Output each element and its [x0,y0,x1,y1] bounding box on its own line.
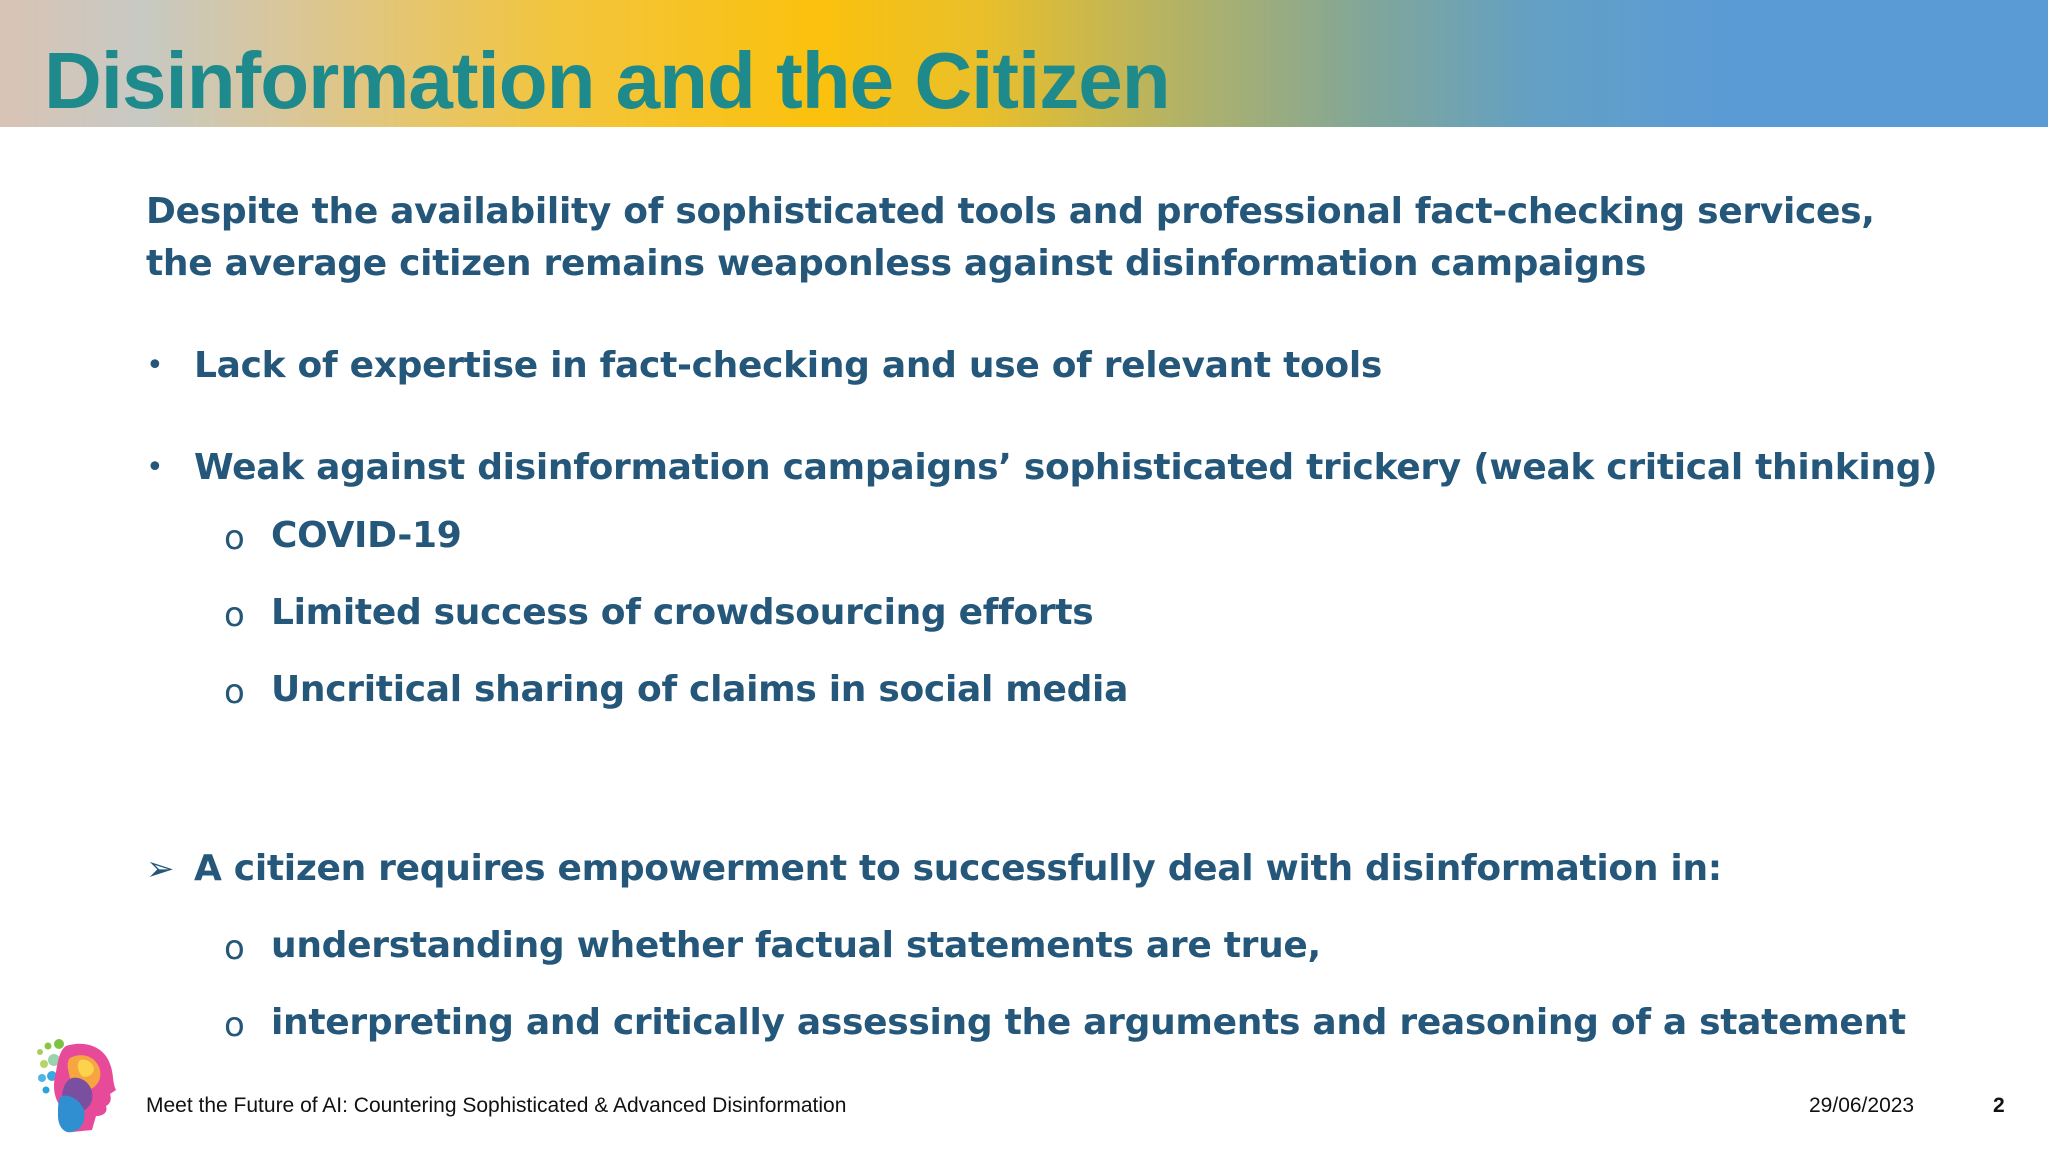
footer-date: 29/06/2023 [1809,1094,1915,1117]
bullet-dot-icon: • [146,348,164,383]
conclusion-statement: A citizen requires empowerment to successfully deal with disinformation in: [194,848,1722,889]
bullet-dot-icon: • [146,450,164,485]
intro-paragraph: Despite the availability of sophisticated tools and professional fact-checking services, the average citizen remains weaponless against disinformation campaigns [146,191,1875,284]
conclusion-point-arguments: interpreting and critically assessing the arguments and reasoning of a statement [271,1002,1906,1043]
footer-caption: Meet the Future of AI: Countering Sophisticated & Advanced Disinformation [146,1094,847,1117]
sub-bullet-circle-icon: o [224,672,245,712]
sub-bullet-social-media: Uncritical sharing of claims in social media [271,669,1129,710]
head-logo-icon [32,1038,122,1138]
bullet-item-expertise: Lack of expertise in fact-checking and use of relevant tools [194,345,1383,386]
sub-bullet-crowdsourcing: Limited success of crowdsourcing efforts [271,592,1094,633]
sub-bullet-circle-icon: o [224,1005,245,1045]
conclusion-point-factual: understanding whether factual statements are true, [271,925,1321,966]
sub-bullet-circle-icon: o [224,928,245,968]
slide-title: Disinformation and the Citizen [44,36,1170,125]
sub-bullet-circle-icon: o [224,518,245,558]
sub-bullet-covid: COVID-19 [271,515,462,556]
bullet-item-trickery: Weak against disinformation campaigns’ sophisticated trickery (weak critical thinking) [194,447,1938,488]
page-number: 2 [1993,1094,2005,1117]
sub-bullet-circle-icon: o [224,595,245,635]
arrow-bullet-icon: ➢ [146,849,175,889]
